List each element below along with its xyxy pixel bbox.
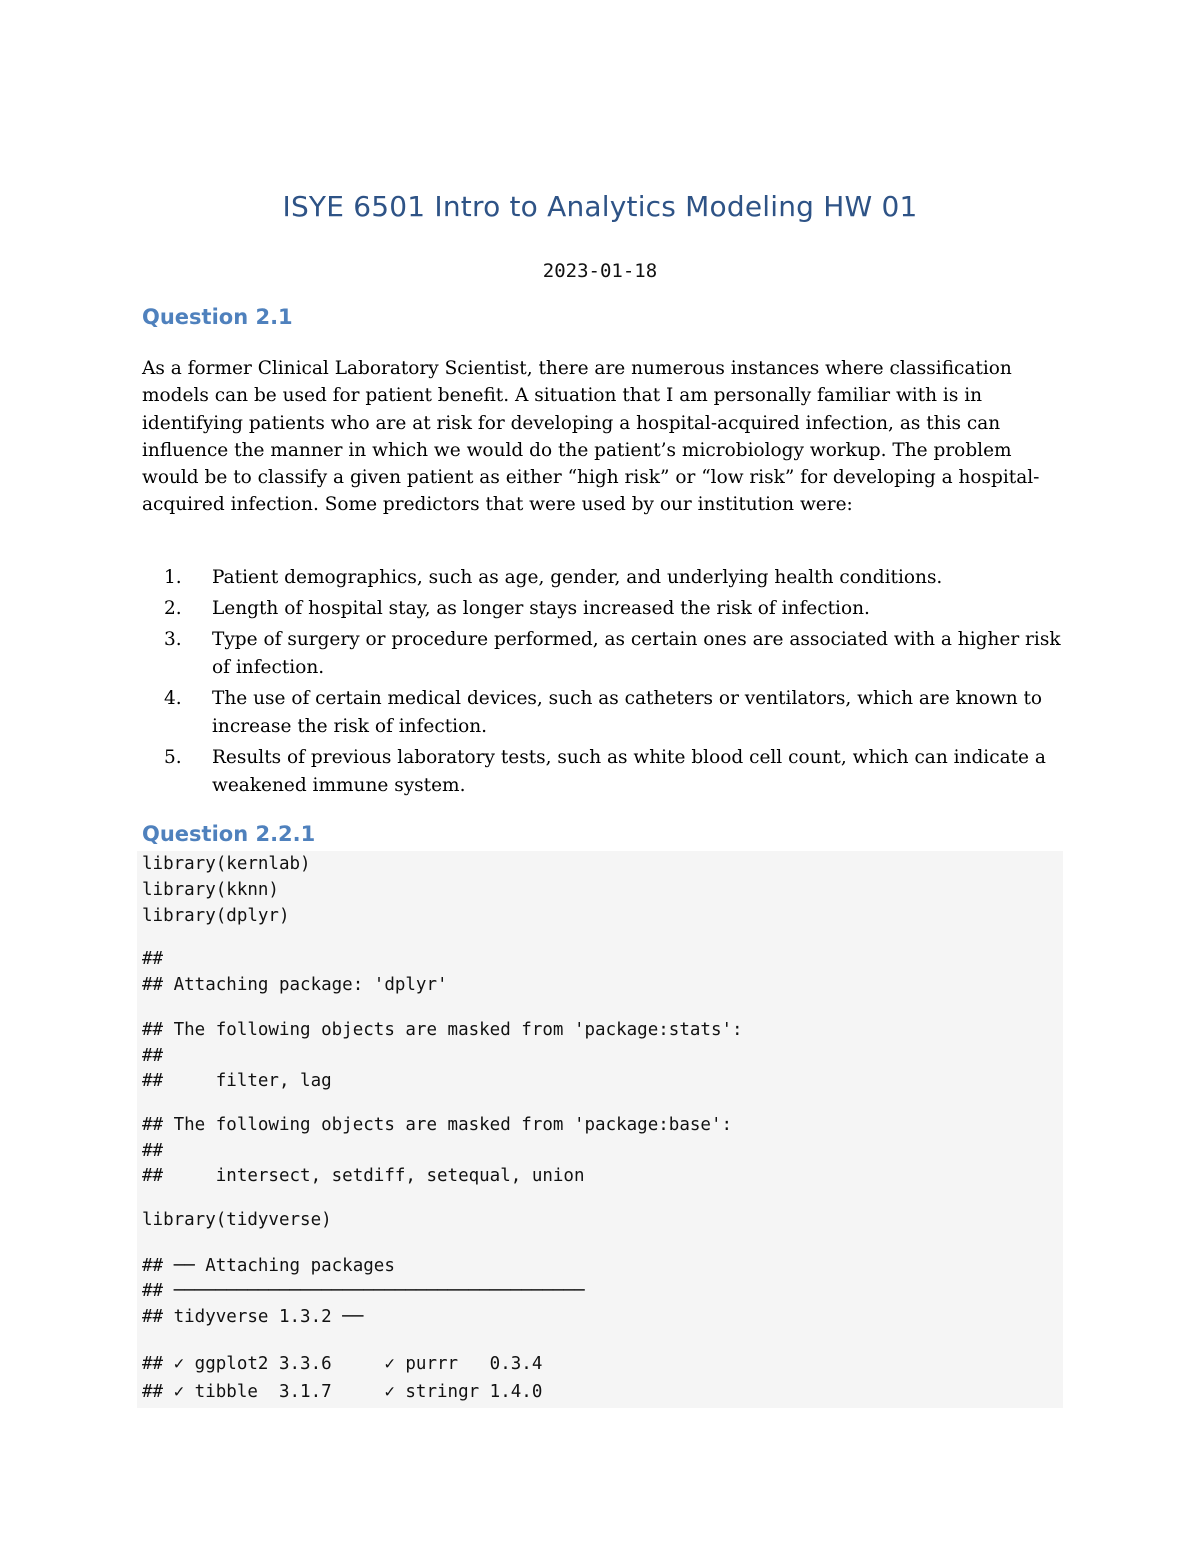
document-title: ISYE 6501 Intro to Analytics Modeling HW 01 (282, 190, 918, 223)
code-line: library(tidyverse) (142, 1210, 332, 1230)
list-number: 5. (164, 747, 182, 768)
code-line: ## tidyverse 1.3.2 ── (142, 1307, 364, 1327)
list-item (142, 744, 1072, 800)
list-text: The use of certain medical devices, such as catheters or ventilators, which are known to increase the risk of infection. (212, 688, 1043, 737)
code-line: ## intersect, setdiff, setequal, union (142, 1166, 585, 1186)
code-line: ## Attaching package: 'dplyr' (142, 975, 448, 995)
code-line: ## (142, 949, 164, 969)
code-line: ## ─────────────────────────────────────── (142, 1281, 585, 1301)
list-item (142, 685, 1072, 741)
code-line: library(kknn) (142, 880, 279, 900)
question-2-1-heading: Question 2.1 (142, 305, 293, 329)
code-line: ## (142, 1141, 164, 1161)
list-text: Results of previous laboratory tests, such as white blood cell count, which can indicate a weakened immune system. (212, 747, 1046, 796)
list-text: Length of hospital stay, as longer stays increased the risk of infection. (212, 598, 870, 619)
code-line: ## The following objects are masked from 'package:stats': (142, 1020, 743, 1040)
list-text: Type of surgery or procedure performed, as certain ones are associated with a higher risk of infection. (212, 629, 1061, 678)
list-item (142, 564, 1072, 592)
list-item (142, 595, 1072, 623)
list-number: 2. (164, 598, 182, 619)
code-line: ## ✓ ggplot2 3.3.6 ✓ purrr 0.3.4 (142, 1354, 543, 1374)
code-line: ## filter, lag (142, 1071, 332, 1091)
list-number: 4. (164, 688, 182, 709)
list-number: 1. (164, 567, 182, 588)
question-2-1-paragraph: As a former Clinical Laboratory Scientist, there are numerous instances where classification models can be used for patient benefit. A situation that I am personally familiar with is in identifying patients who are at risk for developing a hospital-acquired infection, as this can influence the manner in which we would do the patient’s microbiology workup. The problem would be to classify a given patient as either “high risk” or “low risk” for developing a hospital-acquired infection. Some predictors that were used by our institution were: (142, 358, 1040, 516)
list-number: 3. (164, 629, 182, 650)
code-line: library(dplyr) (142, 906, 290, 926)
code-line: ## ✓ tibble 3.1.7 ✓ stringr 1.4.0 (142, 1382, 543, 1402)
code-line: ## (142, 1046, 164, 1066)
code-line: library(kernlab) (142, 854, 311, 874)
predictor-list (142, 564, 1072, 803)
code-line: ## ── Attaching packages (142, 1256, 395, 1276)
list-item (142, 626, 1072, 682)
question-2-2-1-heading: Question 2.2.1 (142, 822, 316, 846)
list-text: Patient demographics, such as age, gender, and underlying health conditions. (212, 567, 943, 588)
document-date: 2023-01-18 (542, 260, 658, 282)
code-line: ## The following objects are masked from 'package:base': (142, 1115, 733, 1135)
